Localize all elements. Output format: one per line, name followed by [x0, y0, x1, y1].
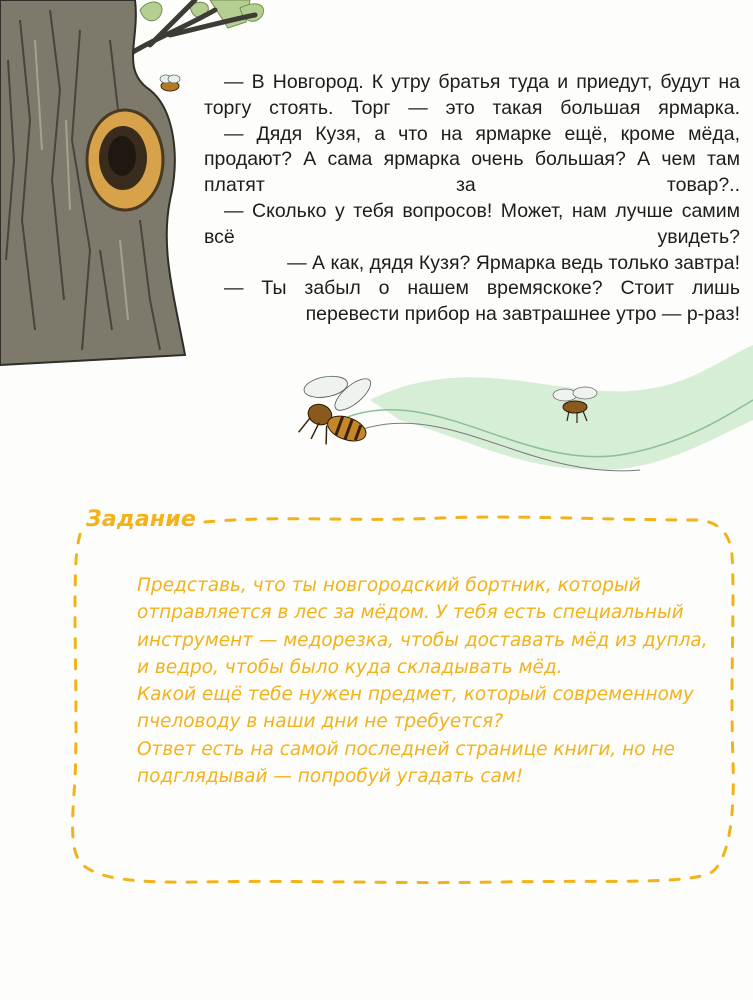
tree-leaves — [140, 0, 263, 28]
dialogue-line: — Ты забыл о нашем времяскоке? Стоит лишь перевести прибор на завтрашнее утро — р-раз! — [224, 277, 740, 326]
task-paragraph: Какой ещё тебе нужен предмет, который современному пчеловоду в наши дни не требуется? — [137, 684, 694, 733]
wind-swoosh — [340, 345, 753, 471]
dialogue-line: — А как, дядя Кузя? Ярмарка ведь только завтра! — [287, 251, 740, 274]
task-paragraph: Ответ есть на самой последней странице книги, но не подглядывай — попробуй угадать сам! — [137, 738, 675, 788]
dialogue-text — [204, 70, 740, 328]
dialogue-line: — Дядя Кузя, а что на ярмарке ещё, кроме мёда, продают? А сама ярмарка очень большая? А чем там платят за товар?.. — [204, 122, 740, 197]
flying-bee-icon — [285, 355, 386, 456]
dialogue-line: — Сколько у тебя вопросов! Может, нам лучше самим всё увидеть? — [204, 199, 740, 248]
dialogue-line: — В Новгород. К утру братья туда и приедут, будут на торгу стоять. Торг — это такая большая ярмарка. — [204, 71, 740, 119]
tree-hollow — [87, 110, 163, 210]
task-paragraph: Представь, что ты новгородский бортник, который отправляется в лес за мёдом. У тебя есть специальный инструмент — медорезка, чтобы доставать мёд из дупла, и ведро, чтобы было куда складывать мёд. — [137, 575, 708, 678]
bee-icon — [160, 75, 180, 91]
task-title: Задание — [86, 507, 197, 532]
task-body — [137, 572, 708, 790]
